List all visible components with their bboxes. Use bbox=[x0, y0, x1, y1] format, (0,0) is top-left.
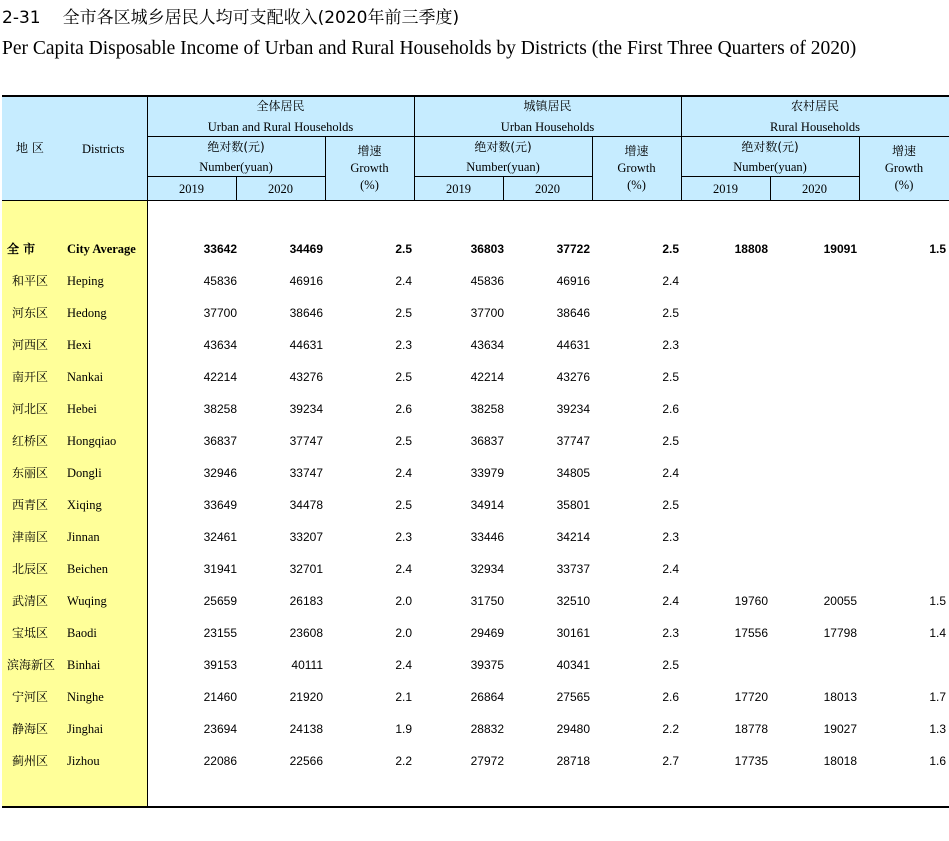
district-header-cn: 地 区 bbox=[16, 141, 44, 155]
title-cn-text: 全市各区城乡居民人均可支配收入(2020年前三季度) bbox=[62, 8, 460, 28]
cell-rural-2020: 19027 bbox=[823, 722, 857, 736]
district-name-cn: 西青区 bbox=[12, 498, 49, 512]
cell-total-2019: 21460 bbox=[203, 690, 237, 704]
cell-total-2020: 40111 bbox=[291, 658, 323, 672]
cell-rural-growth: 1.3 bbox=[929, 722, 946, 736]
cell-urban-2019: 43634 bbox=[470, 338, 504, 352]
district-name-cn: 全 市 bbox=[7, 242, 36, 256]
cell-total-growth: 2.5 bbox=[395, 306, 412, 320]
cell-urban-2020: 35801 bbox=[556, 498, 590, 512]
cell-urban-2020: 44631 bbox=[556, 338, 590, 352]
cell-total-2019: 43634 bbox=[203, 338, 237, 352]
district-name-cn: 东丽区 bbox=[12, 466, 49, 480]
district-name-en: Nankai bbox=[67, 370, 104, 384]
district-name-en: Binhai bbox=[67, 658, 101, 672]
cell-total-growth: 2.3 bbox=[395, 530, 412, 544]
cell-urban-2019: 42214 bbox=[470, 370, 504, 384]
cell-total-2019: 45836 bbox=[203, 274, 237, 288]
district-name-en: Dongli bbox=[67, 466, 102, 480]
growth-header-en-2: Growth bbox=[617, 161, 656, 175]
abs-header-en-2: Number(yuan) bbox=[466, 160, 540, 174]
cell-total-2020: 26183 bbox=[289, 594, 323, 608]
cell-rural-2019: 17735 bbox=[734, 754, 768, 768]
cell-urban-2020: 37747 bbox=[556, 434, 590, 448]
district-name-cn: 河北区 bbox=[12, 402, 49, 416]
year-2019-rural: 2019 bbox=[713, 182, 738, 196]
district-name-en: Xiqing bbox=[67, 498, 102, 512]
cell-urban-2020: 34214 bbox=[556, 530, 590, 544]
cell-urban-2019: 33446 bbox=[470, 530, 504, 544]
growth-header-cn-3: 增速 bbox=[891, 144, 916, 158]
cell-urban-2019: 38258 bbox=[470, 402, 504, 416]
cell-total-2020: 46916 bbox=[289, 274, 323, 288]
district-name-en: Hebei bbox=[67, 402, 97, 416]
district-name-cn: 宁河区 bbox=[12, 690, 49, 704]
cell-urban-growth: 2.7 bbox=[662, 754, 679, 768]
district-header-en: Districts bbox=[82, 142, 125, 156]
district-name-en: Baodi bbox=[67, 626, 97, 640]
district-name-cn: 武清区 bbox=[12, 594, 49, 608]
cell-urban-2020: 29480 bbox=[556, 722, 590, 736]
cell-total-2019: 23155 bbox=[203, 626, 237, 640]
table-bottom-rule bbox=[2, 806, 949, 808]
abs-header-cn-2: 绝对数(元) bbox=[474, 140, 532, 154]
cell-total-growth: 2.6 bbox=[395, 402, 412, 416]
cell-total-2019: 38258 bbox=[203, 402, 237, 416]
district-name-en: Beichen bbox=[67, 562, 108, 576]
district-name-cn: 和平区 bbox=[12, 274, 49, 288]
cell-total-2019: 36837 bbox=[203, 434, 237, 448]
district-name-cn: 北辰区 bbox=[12, 562, 49, 576]
cell-total-2020: 38646 bbox=[289, 306, 323, 320]
year-2019-total: 2019 bbox=[179, 182, 204, 196]
cell-total-2020: 33747 bbox=[289, 466, 323, 480]
cell-urban-growth: 2.5 bbox=[662, 306, 679, 320]
abs-header-en-3: Number(yuan) bbox=[733, 160, 807, 174]
cell-urban-2020: 32510 bbox=[556, 594, 590, 608]
cell-total-growth: 2.4 bbox=[395, 274, 412, 288]
cell-urban-2019: 32934 bbox=[470, 562, 504, 576]
year-2019-urban: 2019 bbox=[446, 182, 471, 196]
cell-urban-growth: 2.3 bbox=[662, 530, 679, 544]
district-name-cn: 南开区 bbox=[12, 370, 49, 384]
cell-rural-growth: 1.6 bbox=[929, 754, 946, 768]
district-name-en: Heping bbox=[67, 274, 104, 288]
cell-total-2020: 24138 bbox=[289, 722, 323, 736]
growth-header-en-3: Growth bbox=[884, 161, 924, 175]
cell-urban-2020: 46916 bbox=[556, 274, 590, 288]
cell-total-growth: 2.5 bbox=[395, 370, 412, 384]
cell-urban-2019: 37700 bbox=[470, 306, 504, 320]
cell-urban-growth: 2.4 bbox=[662, 274, 679, 288]
table-top-rule bbox=[2, 95, 949, 97]
group-header-rule bbox=[147, 136, 949, 137]
group-rural-en: Rural Households bbox=[770, 120, 860, 134]
group-urban-en: Urban Households bbox=[500, 120, 595, 134]
district-name-en: Hedong bbox=[67, 306, 107, 320]
district-name-en: Ninghe bbox=[67, 690, 104, 704]
cell-urban-growth: 2.4 bbox=[662, 562, 679, 576]
cell-total-growth: 2.4 bbox=[395, 466, 412, 480]
cell-total-growth: 1.9 bbox=[395, 722, 412, 736]
cell-urban-growth: 2.3 bbox=[662, 626, 679, 640]
abs-header-cn-1: 绝对数(元) bbox=[207, 140, 265, 154]
cell-total-2020: 32701 bbox=[289, 562, 323, 576]
district-name-cn: 津南区 bbox=[12, 530, 49, 544]
cell-total-growth: 2.0 bbox=[395, 594, 412, 608]
cell-rural-2020: 20055 bbox=[823, 594, 857, 608]
table-number: 2-31 bbox=[2, 8, 41, 28]
cell-total-2019: 37700 bbox=[203, 306, 237, 320]
cell-urban-2019: 45836 bbox=[470, 274, 504, 288]
cell-total-2019: 42214 bbox=[203, 370, 237, 384]
cell-total-growth: 2.4 bbox=[395, 562, 412, 576]
cell-urban-2020: 43276 bbox=[556, 370, 590, 384]
cell-total-2020: 39234 bbox=[289, 402, 323, 416]
district-name-en: Hexi bbox=[67, 338, 92, 352]
district-name-cn: 静海区 bbox=[12, 722, 49, 736]
cell-urban-2020: 37722 bbox=[556, 242, 590, 256]
cell-rural-2019: 19760 bbox=[734, 594, 768, 608]
cell-urban-growth: 2.5 bbox=[662, 498, 679, 512]
cell-total-2019: 31941 bbox=[203, 562, 237, 576]
district-name-en: Jinghai bbox=[67, 722, 104, 736]
table-title-en: Per Capita Disposable Income of Urban and Rural Households by Districts (the First Three Quarters of 2020) bbox=[2, 38, 857, 59]
cell-rural-growth: 1.5 bbox=[929, 594, 946, 608]
group-rural-cn: 农村居民 bbox=[790, 99, 839, 113]
cell-rural-2020: 18013 bbox=[823, 690, 857, 704]
cell-total-growth: 2.5 bbox=[395, 498, 412, 512]
cell-urban-growth: 2.5 bbox=[662, 434, 679, 448]
growth-header-unit-2: (%) bbox=[627, 178, 646, 192]
cell-urban-growth: 2.4 bbox=[662, 594, 679, 608]
cell-total-growth: 2.4 bbox=[395, 658, 412, 672]
header-bottom-rule bbox=[2, 200, 949, 201]
cell-total-growth: 2.5 bbox=[395, 434, 412, 448]
cell-total-growth: 2.0 bbox=[395, 626, 412, 640]
cell-urban-growth: 2.3 bbox=[662, 338, 679, 352]
district-name-en: Jizhou bbox=[67, 754, 100, 768]
cell-urban-growth: 2.5 bbox=[662, 242, 679, 256]
growth-header-cn-2: 增速 bbox=[624, 144, 649, 158]
cell-rural-2019: 18808 bbox=[734, 242, 768, 256]
cell-rural-growth: 1.4 bbox=[929, 626, 946, 640]
district-name-cn: 河东区 bbox=[12, 306, 49, 320]
cell-urban-2019: 26864 bbox=[470, 690, 504, 704]
district-name-en: Wuqing bbox=[67, 594, 107, 608]
cell-total-2019: 33649 bbox=[203, 498, 237, 512]
abs-header-cn-3: 绝对数(元) bbox=[741, 140, 799, 154]
group-urban-cn: 城镇居民 bbox=[523, 99, 572, 113]
cell-urban-growth: 2.5 bbox=[662, 370, 679, 384]
cell-urban-2019: 29469 bbox=[470, 626, 504, 640]
district-name-cn: 蓟州区 bbox=[12, 754, 49, 768]
cell-rural-2020: 18018 bbox=[823, 754, 857, 768]
cell-total-2019: 32946 bbox=[203, 466, 237, 480]
cell-total-growth: 2.2 bbox=[395, 754, 412, 768]
cell-rural-2019: 18778 bbox=[734, 722, 768, 736]
district-name-cn: 红桥区 bbox=[12, 434, 49, 448]
district-name-cn: 滨海新区 bbox=[7, 658, 56, 672]
cell-urban-growth: 2.6 bbox=[662, 690, 679, 704]
cell-urban-growth: 2.6 bbox=[662, 402, 679, 416]
cell-total-2019: 25659 bbox=[203, 594, 237, 608]
growth-header-unit-3: (%) bbox=[894, 178, 914, 192]
cell-total-2020: 22566 bbox=[289, 754, 323, 768]
group-total-en: Urban and Rural Households bbox=[207, 120, 354, 134]
year-2020-rural: 2020 bbox=[802, 182, 827, 196]
cell-total-growth: 2.5 bbox=[395, 242, 412, 256]
cell-urban-2020: 39234 bbox=[556, 402, 590, 416]
cell-total-2019: 39153 bbox=[203, 658, 237, 672]
cell-urban-2019: 34914 bbox=[470, 498, 504, 512]
cell-total-2020: 34478 bbox=[289, 498, 323, 512]
cell-urban-2019: 33979 bbox=[470, 466, 504, 480]
growth-header-en-1: Growth bbox=[350, 161, 389, 175]
district-name-cn: 宝坻区 bbox=[12, 626, 49, 640]
cell-urban-growth: 2.4 bbox=[662, 466, 679, 480]
cell-total-growth: 2.1 bbox=[395, 690, 412, 704]
district-name-en: Jinnan bbox=[67, 530, 100, 544]
year-2020-total: 2020 bbox=[268, 182, 293, 196]
cell-rural-2020: 19091 bbox=[823, 242, 857, 256]
cell-urban-2020: 33737 bbox=[556, 562, 590, 576]
cell-urban-2020: 27565 bbox=[556, 690, 590, 704]
cell-total-2019: 22086 bbox=[203, 754, 237, 768]
growth-header-cn-1: 增速 bbox=[357, 144, 382, 158]
cell-urban-2019: 39375 bbox=[470, 658, 504, 672]
abs-header-en-1: Number(yuan) bbox=[199, 160, 273, 174]
cell-urban-2020: 38646 bbox=[556, 306, 590, 320]
cell-urban-2019: 36803 bbox=[470, 242, 504, 256]
cell-rural-growth: 1.5 bbox=[929, 242, 946, 256]
cell-rural-2020: 17798 bbox=[823, 626, 857, 640]
cell-urban-2020: 30161 bbox=[556, 626, 590, 640]
cell-total-2020: 33207 bbox=[289, 530, 323, 544]
district-name-en: City Average bbox=[67, 242, 136, 256]
cell-urban-2019: 27972 bbox=[470, 754, 504, 768]
cell-total-growth: 2.3 bbox=[395, 338, 412, 352]
cell-total-2020: 37747 bbox=[289, 434, 323, 448]
cell-urban-growth: 2.2 bbox=[662, 722, 679, 736]
district-name-cn: 河西区 bbox=[12, 338, 49, 352]
district-divider bbox=[147, 97, 148, 808]
cell-total-2020: 21920 bbox=[289, 690, 323, 704]
year-2020-urban: 2020 bbox=[535, 182, 560, 196]
cell-urban-2019: 28832 bbox=[470, 722, 504, 736]
cell-urban-2020: 34805 bbox=[556, 466, 590, 480]
cell-urban-2020: 40341 bbox=[556, 658, 590, 672]
cell-total-2019: 33642 bbox=[203, 242, 237, 256]
district-name-en: Hongqiao bbox=[67, 434, 117, 448]
cell-rural-2019: 17720 bbox=[734, 690, 768, 704]
cell-urban-2019: 36837 bbox=[470, 434, 504, 448]
cell-rural-growth: 1.7 bbox=[929, 690, 946, 704]
cell-total-2020: 23608 bbox=[289, 626, 323, 640]
cell-total-2019: 23694 bbox=[203, 722, 237, 736]
cell-rural-2019: 17556 bbox=[734, 626, 768, 640]
cell-total-2020: 34469 bbox=[289, 242, 323, 256]
cell-urban-growth: 2.5 bbox=[662, 658, 679, 672]
cell-total-2020: 43276 bbox=[289, 370, 323, 384]
cell-urban-2020: 28718 bbox=[556, 754, 590, 768]
cell-total-2019: 32461 bbox=[203, 530, 237, 544]
cell-total-2020: 44631 bbox=[289, 338, 323, 352]
growth-header-unit-1: (%) bbox=[360, 178, 379, 192]
group-total-cn: 全体居民 bbox=[256, 99, 305, 113]
table-title-cn bbox=[2, 6, 459, 30]
cell-urban-2019: 31750 bbox=[470, 594, 504, 608]
